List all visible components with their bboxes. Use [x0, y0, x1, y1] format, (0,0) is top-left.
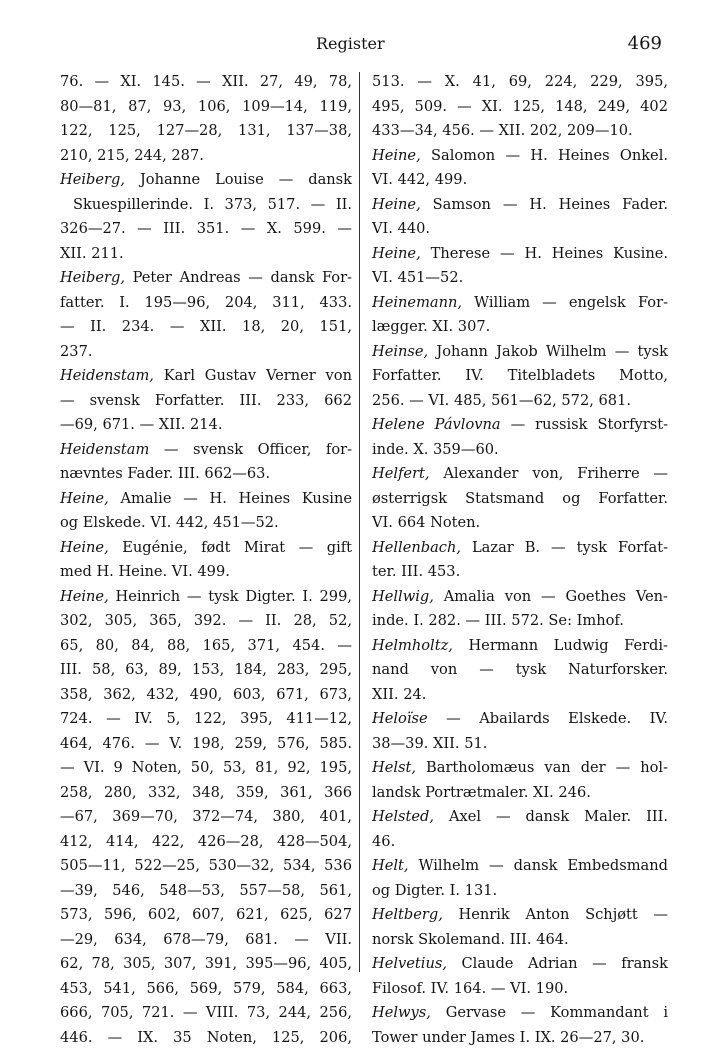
index-continuation-line: [372, 1026, 668, 1050]
index-entry-line: [372, 1001, 668, 1026]
index-continuation-line: [60, 977, 352, 1002]
entry-name: Heloïse: [372, 710, 428, 727]
entry-text: 433—34, 456. — XII. 202, 209—10.: [372, 122, 633, 139]
index-continuation-line: [60, 217, 352, 242]
index-continuation-line: [372, 217, 668, 242]
index-continuation-line: [60, 854, 352, 879]
index-continuation-line: [60, 928, 352, 953]
entry-text: Bartholomæus van der — hol-: [426, 759, 668, 776]
running-title: Register: [316, 34, 385, 53]
entry-text: østerrigsk Statsmand og Forfatter.: [372, 490, 668, 507]
entry-text: 666, 705, 721. — VIII. 73, 244, 256,: [60, 1004, 352, 1021]
entry-text: 302, 305, 365, 392. — II. 28, 52,: [60, 612, 352, 629]
entry-name: Heine,: [372, 147, 421, 164]
index-continuation-line: [60, 389, 352, 414]
index-entry-line: [372, 536, 668, 561]
entry-name: Heiberg,: [60, 171, 125, 188]
entry-text: inde. X. 359—60.: [372, 441, 499, 458]
entry-text: 453, 541, 566, 569, 579, 584, 663,: [60, 980, 352, 997]
entry-text: Forfatter. IV. Titelbladets Motto,: [372, 367, 668, 384]
entry-text: 724. — IV. 5, 122, 395, 411—12,: [60, 710, 352, 727]
index-entry-line: [60, 168, 352, 193]
column-divider: [359, 72, 360, 972]
index-continuation-line: [60, 781, 352, 806]
index-continuation-line: [60, 242, 352, 267]
entry-text: lægger. XI. 307.: [372, 318, 490, 335]
index-entry-line: [60, 364, 352, 389]
entry-text: Alexander von, Friherre —: [443, 465, 668, 482]
index-entry-line: [372, 634, 668, 659]
entry-text: — russisk Storfyrst-: [511, 416, 668, 433]
entry-text: 446. — IX. 35 Noten, 125, 206,: [60, 1029, 352, 1046]
entry-name: Hellenbach,: [372, 539, 461, 556]
index-entry-line: [60, 438, 352, 463]
entry-text: fatter. I. 195—96, 204, 311, 433.: [60, 294, 352, 311]
entry-text: — Abailards Elskede. IV.: [446, 710, 668, 727]
index-continuation-line: [60, 462, 352, 487]
entry-name: Heiberg,: [60, 269, 125, 286]
entry-text: VI. 440.: [372, 220, 430, 237]
entry-text: Therese — H. Heines Kusine.: [431, 245, 668, 262]
entry-text: —39, 546, 548—53, 557—58, 561,: [60, 882, 352, 899]
entry-text: 237.: [60, 343, 93, 360]
entry-name: Helmholtz,: [372, 637, 453, 654]
entry-text: og Digter. I. 131.: [372, 882, 497, 899]
index-entry-line: [60, 266, 352, 291]
entry-text: 80—81, 87, 93, 106, 109—14, 119,: [60, 98, 352, 115]
entry-text: Heinrich — tysk Digter. I. 299,: [115, 588, 352, 605]
entry-name: Heine,: [60, 490, 109, 507]
entry-name: Heine,: [60, 539, 109, 556]
index-continuation-line: [60, 560, 352, 585]
entry-text: 358, 362, 432, 490, 603, 671, 673,: [60, 686, 352, 703]
index-continuation-line: [60, 952, 352, 977]
entry-name: Heidenstam,: [60, 367, 154, 384]
page-number: 469: [628, 33, 662, 54]
entry-text: —67, 369—70, 372—74, 380, 401,: [60, 808, 352, 825]
index-entry-line: [372, 805, 668, 830]
entry-text: Claude Adrian — fransk: [462, 955, 669, 972]
index-entry-line: [372, 193, 668, 218]
entry-text: nævntes Fader. III. 662—63.: [60, 465, 270, 482]
index-continuation-line: [60, 1001, 352, 1026]
entry-name: Heine,: [372, 196, 421, 213]
index-continuation-line: [60, 1026, 352, 1050]
entry-text: Skuespillerinde. I. 373, 517. — II.: [73, 196, 352, 213]
index-entry-line: [372, 340, 668, 365]
index-continuation-line: [372, 830, 668, 855]
entry-text: XII. 211.: [60, 245, 124, 262]
index-continuation-line: [60, 413, 352, 438]
entry-text: —69, 671. — XII. 214.: [60, 416, 223, 433]
index-entry-line: [60, 487, 352, 512]
entry-text: — svensk Forfatter. III. 233, 662: [60, 392, 352, 409]
index-continuation-line: [372, 438, 668, 463]
index-entry-line: [372, 585, 668, 610]
entry-name: Heinse,: [372, 343, 428, 360]
entry-text: ter. III. 453.: [372, 563, 460, 580]
entry-text: Eugénie, født Mirat — gift: [122, 539, 352, 556]
entry-text: 573, 596, 602, 607, 621, 625, 627: [60, 906, 352, 923]
entry-text: 464, 476. — V. 198, 259, 576, 585.: [60, 735, 352, 752]
index-continuation-line: [60, 879, 352, 904]
entry-text: 505—11, 522—25, 530—32, 534, 536: [60, 857, 352, 874]
index-entry-line: [60, 585, 352, 610]
index-continuation-line: [372, 977, 668, 1002]
index-continuation-line: [60, 658, 352, 683]
entry-text: Samson — H. Heines Fader.: [433, 196, 668, 213]
index-continuation-line: [60, 732, 352, 757]
entry-text: norsk Skolemand. III. 464.: [372, 931, 569, 948]
index-continuation-line: [372, 560, 668, 585]
index-continuation-line: [60, 144, 352, 169]
index-continuation-line: [372, 511, 668, 536]
index-continuation-line: [60, 291, 352, 316]
entry-text: Peter Andreas — dansk For-: [133, 269, 352, 286]
entry-text: — II. 234. — XII. 18, 20, 151,: [60, 318, 352, 335]
entry-text: 62, 78, 305, 307, 391, 395—96, 405,: [60, 955, 352, 972]
entry-text: William — engelsk For-: [474, 294, 668, 311]
entry-name: Heine,: [372, 245, 421, 262]
index-continuation-line: [372, 389, 668, 414]
index-entry-line: [372, 707, 668, 732]
index-continuation-line: [372, 119, 668, 144]
index-continuation-line: [60, 340, 352, 365]
index-continuation-line: [372, 879, 668, 904]
entry-text: Johann Jakob Wilhelm — tysk: [436, 343, 668, 360]
entry-name: Hellwig,: [372, 588, 434, 605]
entry-text: Wilhelm — dansk Embedsmand: [419, 857, 668, 874]
entry-text: Tower under James I. IX. 26—27, 30.: [372, 1029, 644, 1046]
entry-text: 513. — X. 41, 69, 224, 229, 395,: [372, 73, 668, 90]
index-continuation-line: [60, 634, 352, 659]
entry-name: Heinemann,: [372, 294, 462, 311]
entry-text: XII. 24.: [372, 686, 426, 703]
index-continuation-line: [60, 193, 352, 218]
index-continuation-line: [372, 70, 668, 95]
entry-text: Lazar B. — tysk Forfat-: [472, 539, 668, 556]
entry-text: Filosof. IV. 164. — VI. 190.: [372, 980, 568, 997]
entry-text: inde. I. 282. — III. 572. Se: Imhof.: [372, 612, 624, 629]
index-continuation-line: [60, 707, 352, 732]
index-entry-line: [372, 413, 668, 438]
index-continuation-line: [372, 928, 668, 953]
entry-text: Henrik Anton Schjøtt —: [459, 906, 668, 923]
index-continuation-line: [372, 609, 668, 634]
entry-text: 412, 414, 422, 426—28, 428—504,: [60, 833, 352, 850]
index-continuation-line: [60, 903, 352, 928]
index-entry-line: [372, 756, 668, 781]
entry-text: 46.: [372, 833, 395, 850]
entry-name: Heltberg,: [372, 906, 443, 923]
entry-text: Hermann Ludwig Ferdi-: [468, 637, 668, 654]
entry-name: Helvetius,: [372, 955, 447, 972]
index-entry-line: [372, 952, 668, 977]
entry-text: 258, 280, 332, 348, 359, 361, 366: [60, 784, 352, 801]
index-continuation-line: [60, 609, 352, 634]
entry-text: 76. — XI. 145. — XII. 27, 49, 78,: [60, 73, 352, 90]
index-continuation-line: [372, 315, 668, 340]
index-continuation-line: [372, 95, 668, 120]
entry-text: Amalie — H. Heines Kusine: [120, 490, 352, 507]
index-continuation-line: [60, 511, 352, 536]
entry-text: 326—27. — III. 351. — X. 599. —: [60, 220, 352, 237]
entry-name: Helsted,: [372, 808, 434, 825]
entry-text: — svensk Officer, for-: [164, 441, 352, 458]
entry-text: med H. Heine. VI. 499.: [60, 563, 230, 580]
entry-text: Salomon — H. Heines Onkel.: [431, 147, 668, 164]
index-entry-line: [372, 462, 668, 487]
entry-name: Helene Pávlovna: [372, 416, 501, 433]
left-column: [60, 70, 352, 1050]
entry-text: Karl Gustav Verner von: [164, 367, 352, 384]
entry-name: Helt,: [372, 857, 409, 874]
entry-text: nand von — tysk Naturforsker.: [372, 661, 668, 678]
index-continuation-line: [60, 805, 352, 830]
entry-text: 38—39. XII. 51.: [372, 735, 487, 752]
entry-text: 256. — VI. 485, 561—62, 572, 681.: [372, 392, 631, 409]
index-entry-line: [372, 144, 668, 169]
index-continuation-line: [60, 830, 352, 855]
entry-text: Gervase — Kommandant i: [446, 1004, 668, 1021]
entry-text: landsk Portrætmaler. XI. 246.: [372, 784, 591, 801]
entry-name: Helst,: [372, 759, 416, 776]
index-continuation-line: [60, 119, 352, 144]
index-continuation-line: [372, 364, 668, 389]
entry-text: VI. 451—52.: [372, 269, 463, 286]
index-entry-line: [372, 242, 668, 267]
index-continuation-line: [372, 487, 668, 512]
entry-name: Heine,: [60, 588, 109, 605]
entry-text: VI. 442, 499.: [372, 171, 467, 188]
entry-text: 210, 215, 244, 287.: [60, 147, 204, 164]
entry-name: Helfert,: [372, 465, 430, 482]
entry-name: Heidenstam: [60, 441, 149, 458]
entry-text: 65, 80, 84, 88, 165, 371, 454. —: [60, 637, 352, 654]
entry-text: Amalia von — Goethes Ven-: [444, 588, 668, 605]
entry-text: Johanne Louise — dansk: [140, 171, 352, 188]
index-continuation-line: [372, 168, 668, 193]
entry-text: og Elskede. VI. 442, 451—52.: [60, 514, 279, 531]
entry-text: — VI. 9 Noten, 50, 53, 81, 92, 195,: [60, 759, 352, 776]
index-continuation-line: [372, 781, 668, 806]
index-continuation-line: [60, 95, 352, 120]
right-column: [372, 70, 668, 1050]
page-header: [0, 34, 712, 58]
index-entry-line: [60, 536, 352, 561]
index-continuation-line: [60, 315, 352, 340]
index-continuation-line: [372, 266, 668, 291]
index-continuation-line: [372, 732, 668, 757]
index-continuation-line: [60, 756, 352, 781]
index-continuation-line: [60, 70, 352, 95]
index-continuation-line: [372, 683, 668, 708]
index-entry-line: [372, 903, 668, 928]
index-entry-line: [372, 854, 668, 879]
entry-text: —29, 634, 678—79, 681. — VII.: [60, 931, 352, 948]
index-continuation-line: [60, 683, 352, 708]
index-entry-line: [372, 291, 668, 316]
entry-text: 495, 509. — XI. 125, 148, 249, 402: [372, 98, 668, 115]
entry-text: 122, 125, 127—28, 131, 137—38,: [60, 122, 352, 139]
entry-text: VI. 664 Noten.: [372, 514, 480, 531]
entry-text: Axel — dansk Maler. III.: [449, 808, 668, 825]
entry-text: III. 58, 63, 89, 153, 184, 283, 295,: [60, 661, 352, 678]
entry-name: Helwys,: [372, 1004, 431, 1021]
index-continuation-line: [372, 658, 668, 683]
